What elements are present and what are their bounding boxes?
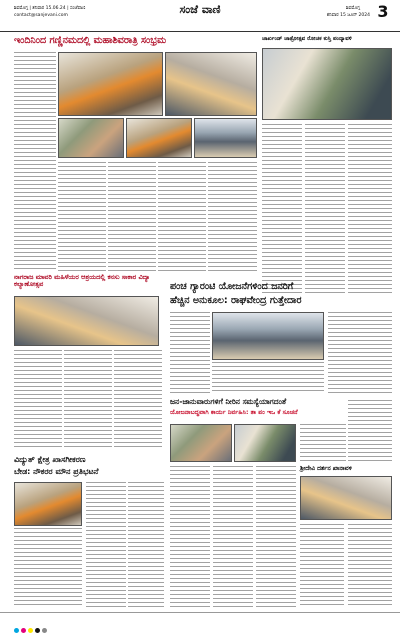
article-body bbox=[128, 482, 164, 608]
news-photo bbox=[194, 118, 257, 158]
masthead: ಸಂಜೆ ವಾಣಿ bbox=[179, 3, 221, 16]
article-body bbox=[114, 350, 162, 450]
article-body bbox=[64, 350, 112, 450]
main-headline-line2: ಹೆಚ್ಚಿನ ಅನುಕೂಲ: ರಾಘವೇಂದ್ರ ಗುತ್ತೇದಾರ bbox=[170, 295, 302, 306]
page-footer bbox=[0, 612, 400, 629]
news-photo bbox=[170, 424, 232, 462]
article-body bbox=[58, 162, 106, 272]
news-photo bbox=[300, 476, 392, 520]
news-photo bbox=[58, 118, 124, 158]
bottom-left-headline-line1: ವಿದ್ಯುತ್ ಕ್ಷೇತ್ರ ಖಾಸಗೀಕರಣ bbox=[14, 455, 86, 464]
news-photo bbox=[262, 48, 392, 120]
article-body bbox=[170, 466, 210, 608]
news-photo bbox=[14, 482, 82, 526]
article-body bbox=[328, 312, 392, 394]
center-headline-line2: ಯೋಜನಾಬದ್ಧವಾಗಿ ಕಾರ್ಯ ನಿರ್ವಹಿಸಿ: ತಾ ಪಂ ಇಒ ಕೆ ಸೂಚನೆ bbox=[170, 409, 298, 416]
news-photo bbox=[126, 118, 192, 158]
header-right-info-2: ಶನಿವಾರ 15 ಜೂನ್ 2024 bbox=[326, 13, 370, 18]
article-body bbox=[300, 524, 344, 608]
header-left-info-2: contact@sanjevani.com bbox=[14, 13, 68, 18]
news-photo bbox=[58, 52, 163, 116]
article-body bbox=[300, 424, 346, 462]
article-body bbox=[305, 124, 345, 294]
article-body bbox=[14, 528, 82, 608]
news-photo bbox=[234, 424, 296, 462]
article-body bbox=[208, 162, 257, 272]
page-number: 3 bbox=[377, 2, 389, 21]
bottom-right-headline: ಶ್ರೀದೇವಿ ದರ್ಶನ ಖಾನಾವಳಿ bbox=[300, 465, 352, 472]
article-body bbox=[108, 162, 156, 272]
article-body bbox=[86, 482, 126, 608]
page-header bbox=[0, 0, 400, 32]
article-body bbox=[213, 466, 253, 608]
top-left-headline: ಇಂದಿನಿಂದ ಗಣ್ಣಿನಮದಲ್ಲಿ ಮಹಾಶಿವರಾತ್ರಿ ಸಂಭ್ರಮ bbox=[14, 35, 167, 46]
center-headline-line1: ಜನ-ಜಾನುವಾರುಗಳಿಗೆ ನೀರಿನ ಸಮಸ್ಯೆಯಾಗದಂತೆ bbox=[170, 397, 287, 406]
news-photo bbox=[165, 52, 257, 116]
article-body bbox=[14, 350, 62, 450]
news-photo bbox=[14, 296, 159, 346]
top-right-headline: ಜಾರ್ಖಂಡ್ ಜಾತ್ರೋತ್ಸವ ರೋಚಕ ಕುಸ್ತಿ ಪಂದ್ಯಾವಳಿ bbox=[262, 36, 352, 42]
article-body bbox=[170, 312, 210, 394]
article-body bbox=[212, 362, 324, 394]
article-body bbox=[262, 124, 302, 294]
article-body bbox=[14, 52, 56, 272]
color-registration-marks bbox=[14, 618, 74, 624]
bottom-left-headline-line2: ಬೇಡ: ನೌಕರರ ಮೌನ ಪ್ರತಿಭಟನೆ bbox=[14, 467, 99, 476]
article-body bbox=[348, 400, 392, 462]
main-headline-line1: ಪಂಚ ಗ್ಯಾರಂಟಿ ಯೋಜನೆಗಳಿಂದ ಜನರಿಗೆ bbox=[170, 281, 294, 292]
news-photo bbox=[212, 312, 324, 360]
article-body bbox=[348, 524, 392, 608]
header-left-info: ಶಿವಮೊಗ್ಗ | ಶನಿವಾರ 15.06.24 | ಸಂಜೆವಾಣಿ bbox=[14, 6, 86, 11]
article-body bbox=[158, 162, 206, 272]
mid-left-headline: ನಾಗರಾಜ ಮಾವರಿ ಮಹಿಳೆಯರ ಆಶ್ರಯದಲ್ಲಿ ಕನಸು ಸಾಕಾರ ವಿದ್ಯಾ ಕಲ್ಯಾಣೋತ್ಸವ bbox=[14, 273, 151, 288]
header-right-info: ಶಿವಮೊಗ್ಗ bbox=[346, 6, 360, 11]
article-body bbox=[256, 466, 296, 608]
article-body bbox=[348, 124, 392, 294]
